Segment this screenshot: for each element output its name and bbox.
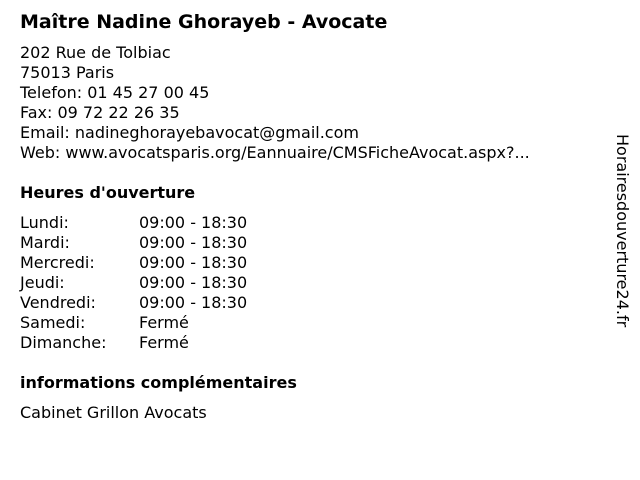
additional-info-heading: informations complémentaires (20, 373, 297, 392)
additional-info-text: Cabinet Grillon Avocats (20, 403, 207, 422)
time-value: 09:00 - 18:30 (139, 213, 248, 232)
page-title: Maître Nadine Ghorayeb - Avocate (20, 11, 388, 33)
contact-block (20, 43, 530, 163)
time-value: Fermé (139, 313, 189, 332)
day-label: Jeudi: (20, 273, 65, 292)
day-label: Mardi: (20, 233, 70, 252)
time-value: 09:00 - 18:30 (139, 253, 248, 272)
phone-number[interactable]: Telefon: 01 45 27 00 45 (20, 83, 210, 102)
day-label: Vendredi: (20, 293, 96, 312)
time-value: 09:00 - 18:30 (139, 273, 248, 292)
email-address[interactable]: Email: nadineghorayebavocat@gmail.com (20, 123, 359, 142)
site-watermark: Horairesdouverture24.fr (613, 134, 632, 328)
day-label: Dimanche: (20, 333, 107, 352)
time-value: Fermé (139, 333, 189, 352)
address-street: 202 Rue de Tolbiac (20, 43, 171, 62)
day-label: Mercredi: (20, 253, 95, 272)
day-label: Samedi: (20, 313, 86, 332)
address-city: 75013 Paris (20, 63, 115, 82)
website-link[interactable]: Web: www.avocatsparis.org/Eannuaire/CMSFicheAvocat.aspx?... (20, 143, 530, 162)
time-value: 09:00 - 18:30 (139, 233, 248, 252)
day-label: Lundi: (20, 213, 69, 232)
fax-number: Fax: 09 72 22 26 35 (20, 103, 180, 122)
time-value: 09:00 - 18:30 (139, 293, 248, 312)
opening-hours-heading: Heures d'ouverture (20, 183, 196, 202)
